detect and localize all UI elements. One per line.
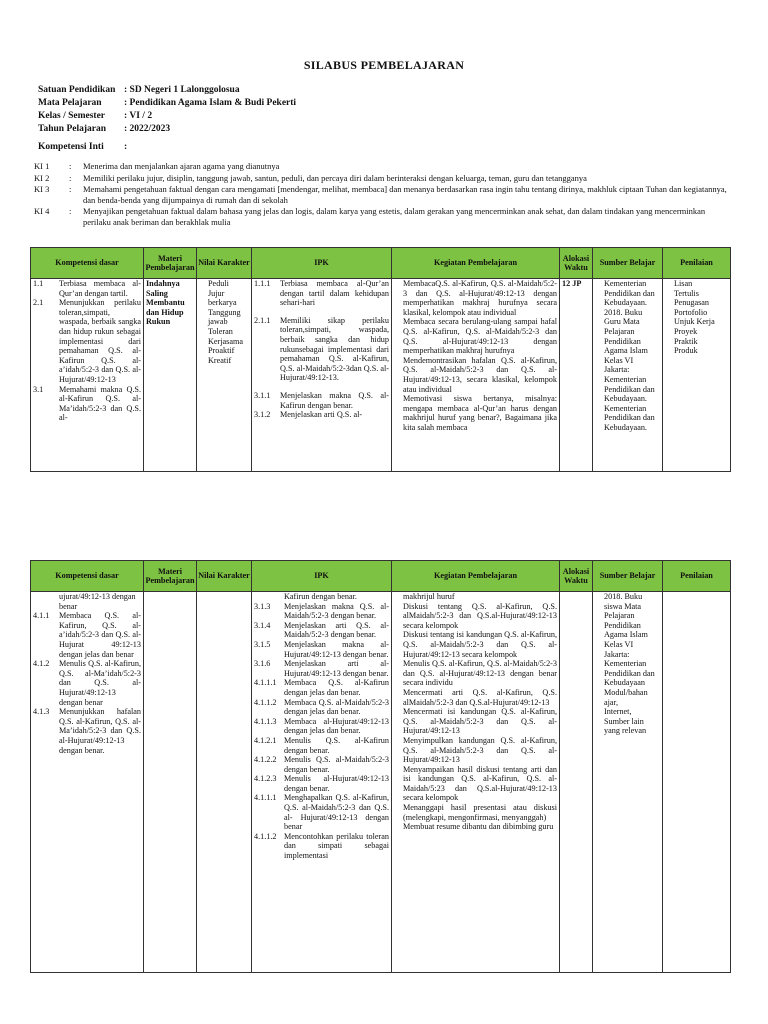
list-item: • Toleran: [208, 327, 249, 337]
sumber-continuation: 2018. Buku siswa Mata Pelajaran Pendidikan Agama Islam Kelas VI Jakarta: Kementerian Pendidikan dan Kebudayaan: [604, 592, 655, 688]
meta-row: [38, 110, 296, 123]
ipk-text: Menjelaskan arti Q.S. al-: [280, 410, 363, 420]
sumber-list: [595, 279, 660, 433]
list-item: • Proaktif: [208, 346, 249, 356]
ki-text: Memiliki perilaku jujur, disiplin, tanggung jawab, santun, peduli, dan percaya diri dalam berinteraksi dengan keluarga, teman, guru dan tetangganya: [83, 172, 587, 183]
kd-text: Menunjukkan hafalan Q.S. al-Kafirun, Q.S. al-Ma’idah/5:2-3 dan Q.S. al-Hujurat/49:12-13 dengan benar.: [59, 707, 141, 755]
meta-value: : 2022/2023: [124, 124, 171, 134]
list-item: • Sumber lain yang relevan: [604, 717, 660, 736]
kd-number: 2.1: [33, 298, 44, 308]
kd-number: 4.1.1: [33, 611, 50, 621]
ipk-item: [254, 755, 389, 774]
identity-block: [38, 84, 296, 136]
meta-value: : Pendidikan Agama Islam & Budi Pekerti: [124, 98, 297, 108]
header-nilai-karakter: Nilai Karakter: [197, 248, 252, 279]
ipk-number: 3.1.1: [254, 390, 271, 400]
ipk-number: 3.1.4: [254, 620, 271, 630]
sumber-cell: [593, 279, 663, 472]
list-item: • MembacaQ.S. al-Kafirun, Q.S. al-Maidah/5:2-3 dan Q.S. al-Hujurat/49:12-13 dengan memperhatikan makhraj hurufnya secara klasikal, kelompok atau individual: [403, 279, 557, 317]
materi-cell: [144, 592, 197, 973]
list-item: • Praktik: [674, 337, 728, 347]
list-item: • Lisan: [674, 279, 728, 289]
ki-colon: :: [69, 206, 72, 216]
ipk-text: Menjelaskan arti al-Hujurat/49:12-13 dengan benar.: [284, 659, 389, 678]
list-item: • Mencermati arti Q.S. al-Kafirun, Q.S. alMaidah/5:2-3 dan Q.S.al-Hujurat/49:12-13: [403, 688, 557, 707]
ipk-number: 4.1.1.1: [254, 678, 277, 688]
kd-text: Membaca Q.S. al-Kafirun, Q.S. al-a’idah/5:2-3 dan Q.S. al-Hujurat 49:12-13 dengan jelas dan benar: [59, 611, 141, 659]
kompetensi-inti-heading: [38, 142, 127, 152]
kd-item: [33, 707, 141, 755]
list-item: • Kementerian Pendidikan dan Kebudayaan.: [604, 404, 660, 433]
header-kompetensi-dasar: Kompetensi dasar: [31, 561, 144, 592]
header-kompetensi-dasar: Kompetensi dasar: [31, 248, 144, 279]
ipk-number: 4.1.2.3: [254, 774, 277, 784]
list-item: • Menyimpulkan kandungan Q.S. al-Kafirun, Q.S. al-Maidah/5:2-3 dan Q.S. al- Hujurat/49:12-13: [403, 736, 557, 765]
ipk-item: [254, 698, 389, 717]
list-item: • Memotivasi siswa bertanya, misalnya: mengapa membaca al-Qur’an harus dengan makhrijul huruf yang benar?, Bagaimana jika kita salah membaca: [403, 394, 557, 432]
ipk-number: 4.1.2.1: [254, 735, 277, 745]
ipk-number: 2.1.1: [254, 315, 271, 325]
kd-text: Memahami makna Q.S. al-Kafirun Q.S. al-Ma’idah/5:2-3 dan Q.S. al-: [59, 384, 141, 423]
ki-text: Menyajikan pengetahuan faktual dalam bahasa yang jelas dan logis, dalam karya yang estetis, dalam gerakan yang mencerminkan anak sehat, dan dalam tindakan yang mencerminkan perilaku anak beriman dan berakhlak mulia: [83, 206, 706, 227]
ipk-number: 3.1.5: [254, 639, 271, 649]
kd-item: [33, 659, 141, 707]
ki-colon: :: [69, 184, 72, 194]
alokasi-text: 12 JP: [562, 279, 582, 288]
list-item: • Tanggung jawab: [208, 308, 249, 327]
ipk-item: [254, 717, 389, 736]
table-header-row: [31, 248, 731, 279]
ipk-text: Menghapalkan Q.S. al-Kafirun, Q.S. al-Maidah/5:2-3 dan Q.S. al- Hujurat/49:12-13 dengan benar: [284, 793, 389, 832]
list-item: • Proyek: [674, 327, 728, 337]
list-item: • Tertulis: [674, 289, 728, 299]
header-penilaian: Penilaian: [663, 248, 731, 279]
syllabus-table-2: [30, 560, 731, 973]
list-item: • Internet,: [604, 707, 660, 717]
ipk-item: [254, 774, 389, 793]
kd-cell: [31, 279, 144, 472]
list-item: • Portofolio: [674, 308, 728, 318]
ipk-text: Menjelaskan makna Q.S. al-Maidah/5:2-3 dengan benar.: [284, 601, 389, 621]
meta-value: : VI / 2: [124, 111, 153, 121]
list-item: • Penugasan: [674, 298, 728, 308]
penilaian-cell: [663, 279, 731, 472]
ipk-text: Membaca Q.S. al-Maidah/5:2-3 dengan jelas dan benar.: [284, 697, 389, 717]
ipk-text: Memiliki sikap perilaku toleran,simpati, waspada, berbaik sangka dan hidup rukunsebagai implementasi dari pemahaman Q.S. al-Kafirun, Q.S. al-Maidah/5:2-3dan Q.S. al-Hujurat/49:12-13.: [280, 315, 389, 383]
ipk-text: Membaca al-Hujurat/49:12-13 dengan jelas dan benar.: [284, 716, 389, 736]
ipk-number: 4.1.1.2: [254, 697, 277, 707]
penilaian-list: [665, 279, 728, 356]
header-materi: Materi Pembelajaran: [144, 561, 197, 592]
list-item: • Kementerian Pendidikan dan Kebudayaan. 2018. Buku Guru Mata Pelajaran Pendidikan Agama Islam Kelas VI Jakarta: Kementerian Pendidikan dan Kebudayaan.: [604, 279, 660, 404]
ki-colon: :: [69, 172, 72, 183]
ki-list: [34, 161, 734, 228]
list-item: • Unjuk Kerja: [674, 317, 728, 327]
list-item: • Diskusi tentang Q.S. al-Kafirun, Q.S. alMaidah/5:2-3 dan Q.S.al-Hujurat/49:12-13 secara kelompok: [403, 602, 557, 631]
ipk-text: Terbiasa membaca al-Qur’an dengan tartil dalam kehidupan sehari-hari: [280, 279, 389, 308]
list-item: • Produk: [674, 346, 728, 356]
syllabus-table-1: [30, 247, 731, 472]
sumber-list: [595, 688, 660, 736]
list-item: • Modul/bahan ajar,: [604, 688, 660, 707]
kd-item: [33, 611, 141, 659]
ki-colon: :: [69, 161, 72, 171]
ipk-item: [254, 279, 389, 308]
kegiatan-cell: [392, 592, 560, 973]
header-nilai-karakter: Nilai Karakter: [197, 561, 252, 592]
ipk-item: [254, 678, 389, 697]
meta-label: Satuan Pendidikan: [38, 85, 116, 95]
header-kegiatan: Kegiatan Pembelajaran: [392, 248, 560, 279]
ipk-number: 4.1.1.1: [254, 793, 277, 803]
ipk-number: 3.1.6: [254, 659, 271, 669]
list-item: • Mendemontrasikan hafalan Q.S. al-Kafirun, Q.S. al-Maidah/5:2-3 dan Q.S. al- Hujurat/49:12-13, secara klasikal, kelompok atau individual: [403, 356, 557, 394]
ipk-item: [254, 602, 389, 621]
kd-cell: [31, 592, 144, 973]
ki-row: [34, 184, 734, 205]
meta-row: [38, 84, 296, 97]
ipk-number: 3.1.2: [254, 410, 271, 420]
nilai-list: [199, 279, 249, 365]
ki-row: [34, 161, 734, 172]
meta-row: [38, 123, 296, 136]
meta-row: [38, 97, 296, 110]
list-item: • Membaca secara berulang-ulang sampai hafal Q.S. al-Kafirun, Q.S. al-Maidah/5:2-3 dan Q.S. al-Hujurat/49:12-13 dengan memperhatikan makhraj hurufnya: [403, 317, 557, 355]
ipk-text: Menulis Q.S. al-Maidah/5:2-3 dengan benar.: [284, 755, 389, 774]
ipk-number: 3.1.3: [254, 601, 271, 611]
alokasi-cell: [560, 592, 593, 973]
kd-item: [33, 298, 141, 384]
list-item: • Membuat resume dibantu dan dibimbing guru: [403, 822, 557, 832]
kd-text: Menulis Q.S. al-Kafirun, Q.S. al-Ma’idah/5:2-3 dan Q.S. al-Hujurat/49:12-13 dengan benar: [59, 659, 141, 707]
meta-label: Mata Pelajaran: [38, 98, 102, 108]
header-materi: Materi Pembelajaran: [144, 248, 197, 279]
ki-code: KI 2: [34, 172, 50, 183]
table-header-row: [31, 561, 731, 592]
ipk-number: 1.1.1: [254, 279, 271, 288]
kegiatan-list: [394, 602, 557, 832]
list-item: • Kerjasama: [208, 337, 249, 347]
header-ipk: IPK: [252, 561, 392, 592]
kd-number: 1.1: [33, 279, 44, 288]
nilai-cell: [197, 592, 252, 973]
header-ipk: IPK: [252, 248, 392, 279]
kd-number: 4.1.2: [33, 659, 50, 669]
ipk-text: Menjelaskan makna al-Hujurat/49:12-13 dengan benar.: [284, 639, 389, 659]
ipk-item: [254, 736, 389, 755]
header-sumber-belajar: Sumber Belajar: [593, 248, 663, 279]
list-item: • Peduli: [208, 279, 249, 289]
ipk-item: [254, 640, 389, 659]
ipk-item: [254, 621, 389, 640]
table-row: [31, 592, 731, 973]
kd-continuation: ujurat/49:12-13 dengan benar: [59, 592, 136, 611]
ki-row: [34, 206, 734, 227]
kd-text: Menunjukkan perilaku toleran,simpati, waspada, berbaik sangka dan hidup rukun sebagai implementasi dari pemahaman Q.S. al-Kafirun Q.S. al-a’idah/5:2-3 dan Q.S. al-Hujurat/49:12-13: [59, 298, 141, 384]
header-penilaian: Penilaian: [663, 561, 731, 592]
kd-item: [33, 385, 141, 423]
ipk-text: Membaca Q.S. al-Kafirun dengan jelas dan benar.: [284, 678, 389, 697]
ipk-item: [254, 410, 389, 420]
kegiatan-continuation: makhrijul huruf: [403, 592, 455, 601]
ipk-cell: [252, 592, 392, 973]
ipk-text: Menulis al-Hujurat/49:12-13 dengan benar.: [284, 774, 389, 793]
kd-text: Terbiasa membaca al-Qur’an dengan tartil.: [59, 279, 141, 298]
header-kegiatan: Kegiatan Pembelajaran: [392, 561, 560, 592]
alokasi-cell: [560, 279, 593, 472]
list-item: • Jujur berkarya: [208, 289, 249, 308]
ipk-item: [254, 659, 389, 678]
ipk-number: 4.1.1.3: [254, 716, 277, 726]
kompetensi-inti-label: Kompetensi Inti: [38, 142, 104, 152]
ipk-item: [254, 832, 389, 861]
ki-text: Memahami pengetahuan faktual dengan cara mengamati [mendengar, melihat, membaca] dan menanya berdasarkan rasa ingin tahu tentang dirinya, makhluk ciptaan Tuhan dan kegiatannya, dan benda-benda yang dijumpainya di rumah dan di sekolah: [83, 184, 727, 205]
kd-item: [33, 279, 141, 298]
ipk-text: Menulis Q.S. al-Kafirun dengan benar.: [284, 735, 389, 755]
ki-code: KI 1: [34, 161, 50, 171]
nilai-cell: [197, 279, 252, 472]
list-item: • Menulis Q.S. al-Kafirun, Q.S. al-Maidah/5:2-3 dan Q.S. al-Hujurat/49:12-13 dengan benar secara individu: [403, 659, 557, 688]
ki-code: KI 3: [34, 184, 50, 194]
ki-text: Menerima dan menjalankan ajaran agama yang dianutnya: [83, 161, 280, 171]
header-sumber-belajar: Sumber Belajar: [593, 561, 663, 592]
kd-number: 4.1.3: [33, 707, 50, 717]
ipk-cell: [252, 279, 392, 472]
ki-row: [34, 173, 734, 184]
ipk-text: Menjelaskan makna Q.S. al-Kafirun dengan benar.: [280, 390, 389, 410]
ipk-item: [254, 316, 389, 383]
header-alokasi-waktu: Alokasi Waktu: [560, 561, 593, 592]
list-item: • Kreatif: [208, 356, 249, 366]
meta-label: Kelas / Semester: [38, 111, 106, 121]
kompetensi-inti-colon: :: [124, 142, 128, 152]
ki-code: KI 4: [34, 206, 50, 216]
meta-value: : SD Negeri 1 Lalonggolosua: [124, 85, 240, 95]
list-item: • Menyampaikan hasil diskusi tentang arti dan isi kandungan Q.S. al-Kafirun, Q.S. al-Maidah/5:23 dan Q.S.al-Hujurat/49:12-13 secara kelompok: [403, 765, 557, 803]
list-item: • Mencermati isi kandungan Q.S. al-Kafirun, Q.S. al-Maidah/5:2-3 dan Q.S. al- Hujurat/49:12-13: [403, 707, 557, 736]
ipk-continuation: Kafirun dengan benar.: [284, 592, 357, 601]
list-item: • Diskusi tentang isi kandungan Q.S. al-Kafirun, Q.S. al-Maidah/5:2-3 dan Q.S. al-Hujurat/49:12-13 secara kelompok: [403, 630, 557, 659]
ipk-number: 4.1.2.2: [254, 755, 277, 765]
materi-text: Indahnya Saling Membantu dan Hidup Rukun: [146, 279, 185, 327]
table-row: [31, 279, 731, 472]
ipk-number: 4.1.1.2: [254, 831, 277, 841]
list-item: • Menanggapi hasil presentasi atau diskusi (melengkapi, mengonfirmasi, menyanggah): [403, 803, 557, 822]
ipk-item: [254, 391, 389, 410]
materi-cell: [144, 279, 197, 472]
kd-number: 3.1: [33, 384, 44, 394]
penilaian-cell: [663, 592, 731, 973]
document-title: SILABUS PEMBELAJARAN: [303, 58, 465, 72]
ipk-text: Menjelaskan arti Q.S. al-Maidah/5:2-3 dengan benar.: [284, 620, 389, 640]
meta-label: Tahun Pelajaran: [38, 124, 107, 134]
kegiatan-cell: [392, 279, 560, 472]
header-alokasi-waktu: Alokasi Waktu: [560, 248, 593, 279]
ipk-text: Mencontohkan perilaku toleran dan simpati sebagai implementasi: [284, 831, 389, 861]
sumber-cell: [593, 592, 663, 973]
ipk-item: [254, 793, 389, 831]
kegiatan-list: [394, 279, 557, 433]
